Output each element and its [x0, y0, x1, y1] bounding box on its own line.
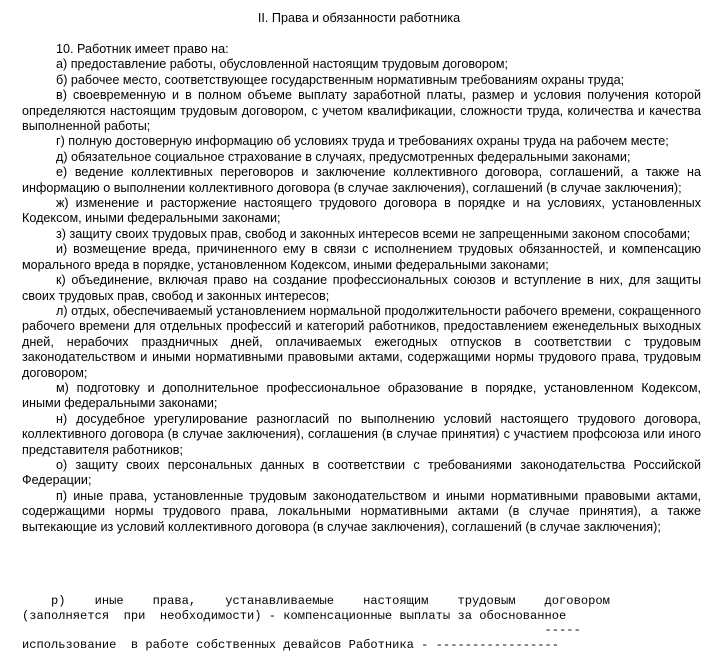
paragraph-v: в) своевременную и в полном объеме выплату заработной платы, размер и условия получения которой определяются настоящим трудовым договором, с учетом квалификации, сложности труда, количества и качества выполненной работы; [22, 88, 701, 134]
paragraph-p: п) иные права, установленные трудовым законодательством и иными нормативными правовыми актами, содержащими нормы трудового права, локальными нормативными актами (в случае принятия), а также вытекающие из условий коллективного договора (в случае заключения), соглашений (в случае заключения); [22, 488, 701, 534]
paragraph-g: г) полную достоверную информацию об условиях труда и требованиях охраны труда на рабочем месте; [56, 134, 669, 149]
document-body [22, 42, 701, 535]
paragraph-l: л) отдых, обеспечиваемый установлением нормальной продолжительности рабочего времени, сокращенного рабочего времени для отдельных профессий и категорий работников, предоставлением еженедельных выходных дней, нерабочих праздничных дней, оплачиваемых ежегодных отпусков в соответствии с трудовым законодательством и иными нормативными правовыми актами, содержащими нормы трудового права, трудовым договором; [22, 303, 701, 380]
paragraph-z: з) защиту своих трудовых прав, свобод и законных интересов всеми не запрещенными законом способами; [56, 226, 691, 241]
paragraph-i: и) возмещение вреда, причиненного ему в связи с исполнением трудовых обязанностей, и компенсацию морального вреда в порядке, установленном Кодексом, иными федеральными законами; [22, 242, 701, 272]
paragraph-n: н) досудебное урегулирование разногласий по выполнению условий настоящего трудового договора, коллективного договора (в случае заключения), соглашения (в случае принятия) с участием профсоюза или иного представителя работников; [22, 411, 701, 457]
mono-line-4: использование в работе собственных девайсов Работника - ----------------- [22, 638, 560, 652]
paragraph-o: о) защиту своих персональных данных в соответствии с требованиями законодательства Российской Федерации; [22, 457, 701, 488]
paragraph-a: а) предоставление работы, обусловленной настоящим трудовым договором; [56, 57, 509, 72]
mono-line-1: р) иные права, устанавливаемые настоящим трудовым договором [22, 594, 610, 608]
mono-line-2: (заполняется при необходимости) - компенсационные выплаты за обоснованное [22, 609, 567, 623]
mono-line-3: ----- [22, 623, 581, 637]
paragraph-zh: ж) изменение и расторжение настоящего трудового договора в порядке и на условиях, установленных Кодексом, иными федеральными законами; [22, 196, 701, 226]
paragraph-e: е) ведение коллективных переговоров и заключение коллективного договора, соглашений, а также на информацию о выполнении коллективного договора (в случае заключения), соглашений (в случае заключения); [22, 165, 701, 195]
paragraph-b: б) рабочее место, соответствующее государственным нормативным требованиям охраны труда; [56, 72, 625, 87]
paragraph-intro: 10. Работник имеет право на: [56, 42, 229, 56]
paragraph-k: к) объединение, включая право на создание профессиональных союзов и вступление в них, для защиты своих трудовых прав, свобод и законных интересов; [22, 273, 701, 303]
paragraph-m: м) подготовку и дополнительное профессиональное образование в порядке, установленном Кодексом, иными федеральными законами; [22, 380, 701, 411]
section-title: II. Права и обязанности работника [257, 11, 461, 25]
paragraph-d: д) обязательное социальное страхование в случаях, предусмотренных федеральными законами; [56, 149, 631, 164]
